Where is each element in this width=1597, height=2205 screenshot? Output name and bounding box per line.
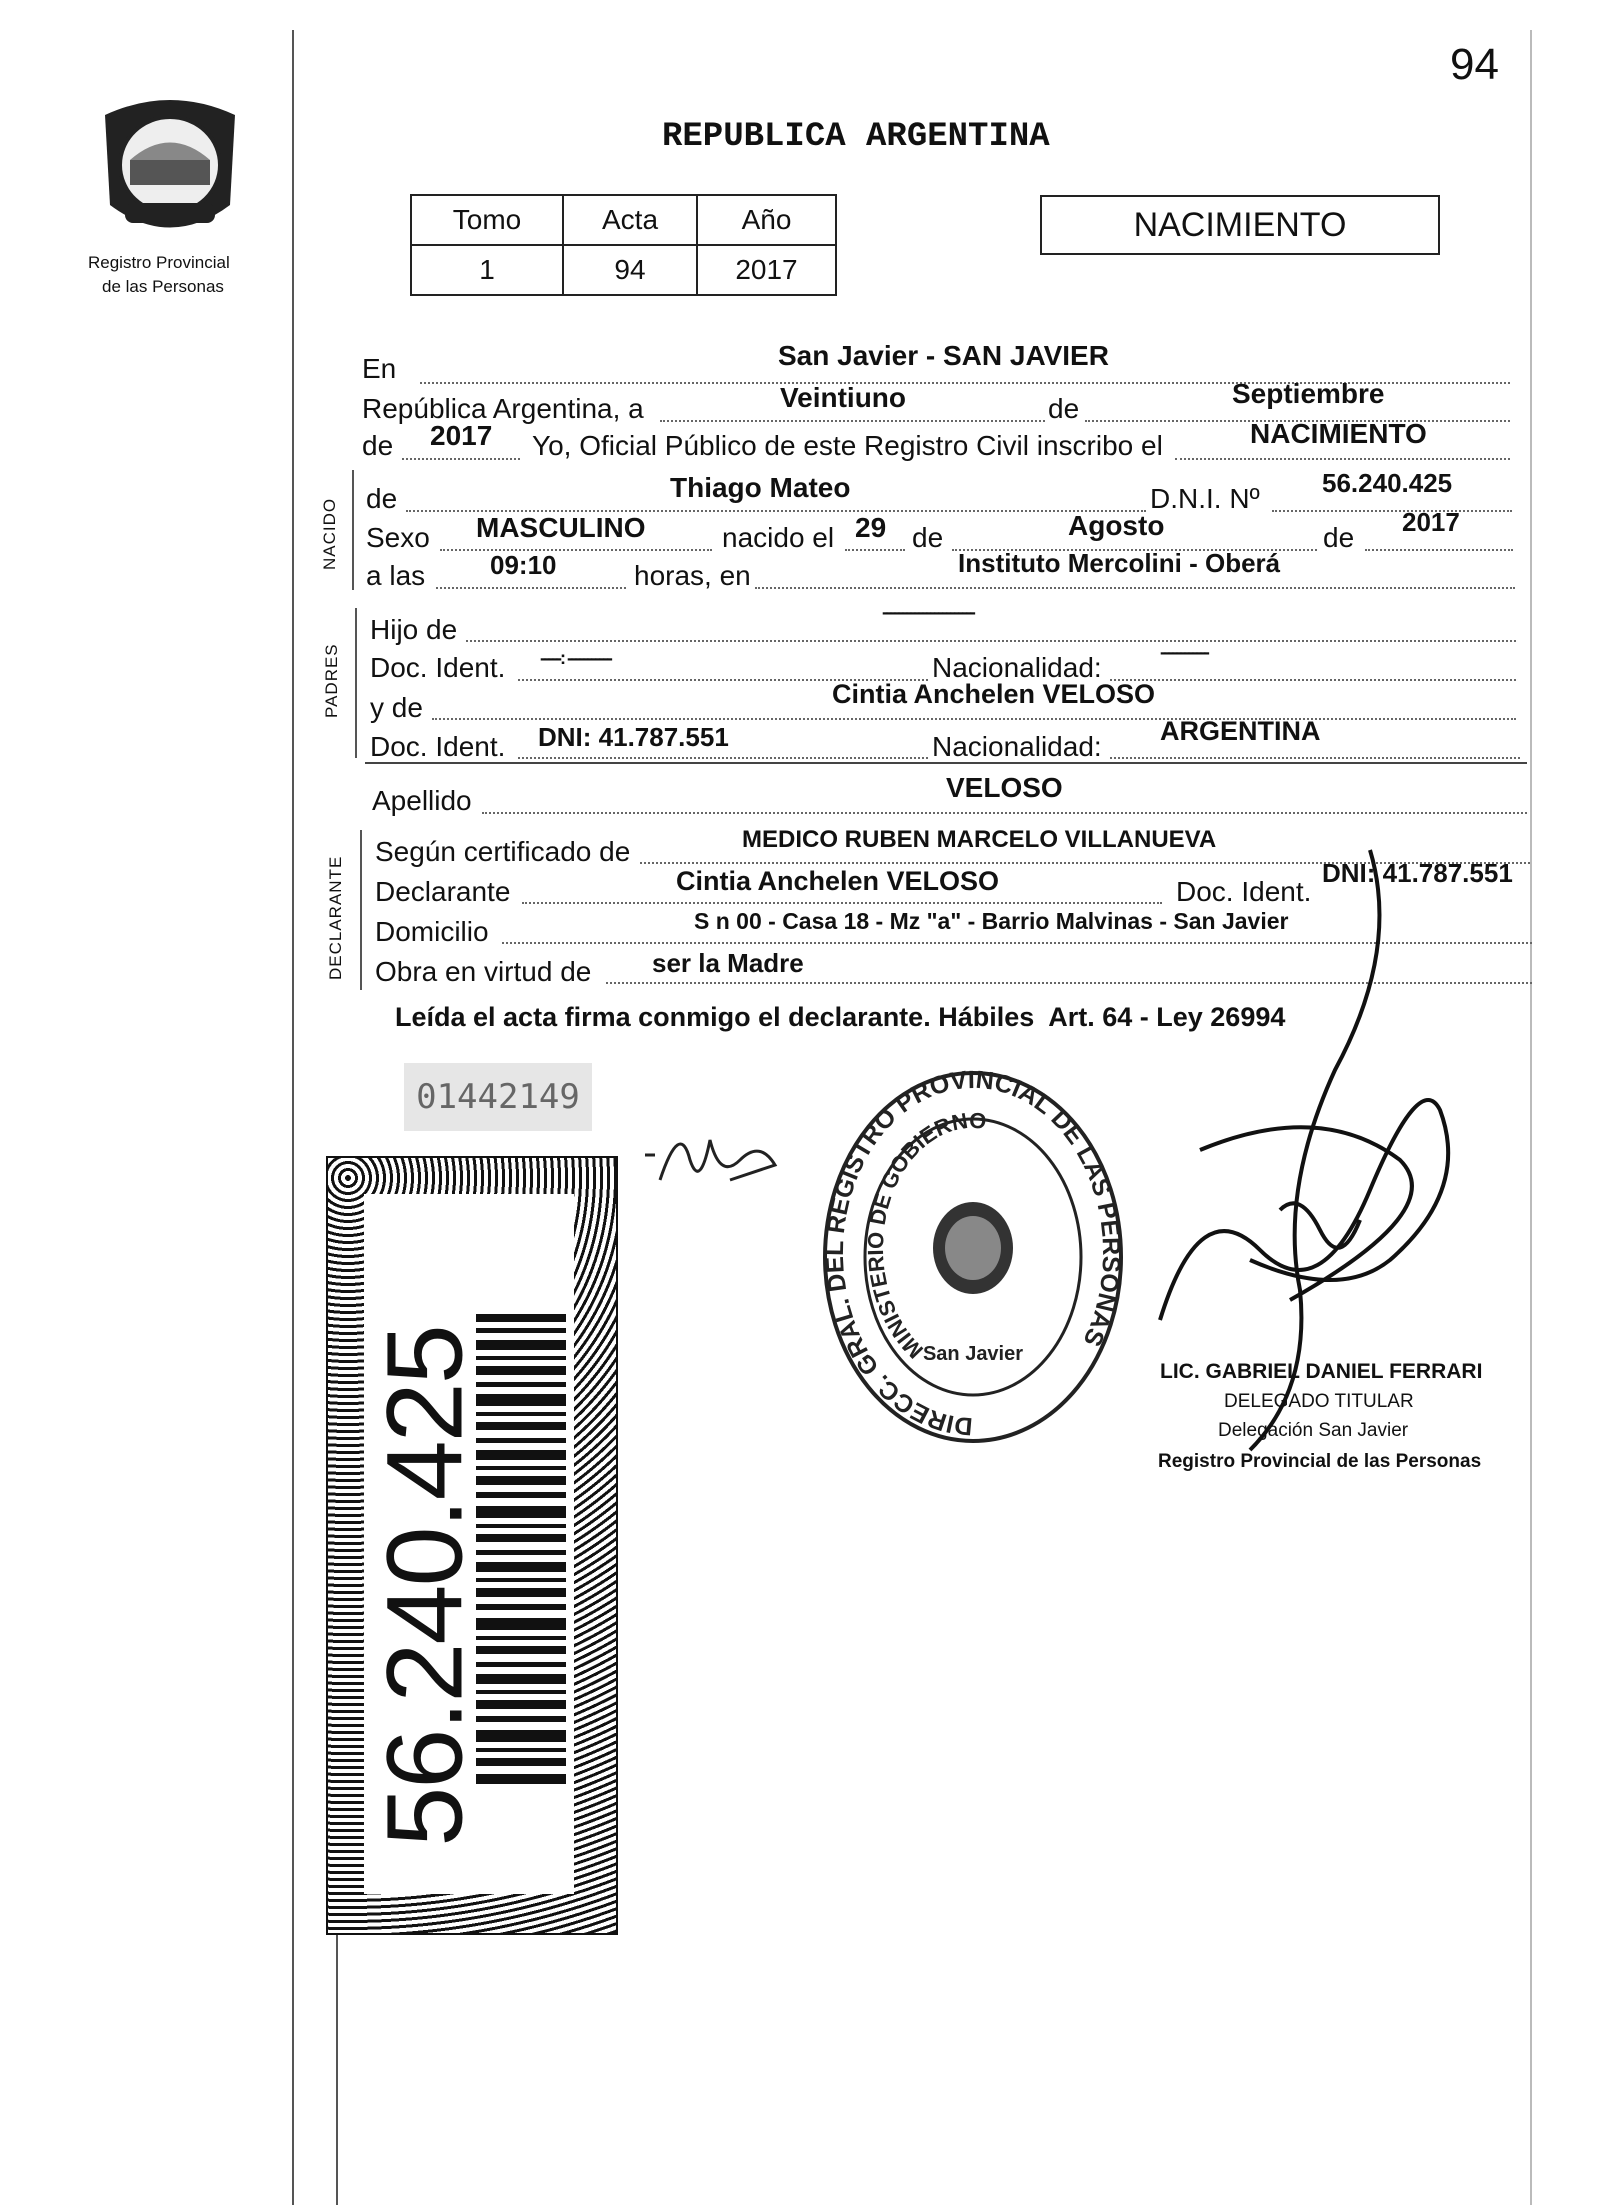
cert-label: Según certificado de — [375, 836, 631, 867]
act-type: NACIMIENTO — [1133, 206, 1347, 244]
dotline — [466, 640, 1516, 642]
serial-number: 01442149 — [416, 1077, 580, 1117]
dni-label: D.N.I. Nº — [1150, 483, 1260, 514]
table-header-tomo: Tomo — [411, 195, 563, 245]
dotline — [402, 458, 520, 460]
initials-signature — [640, 1120, 790, 1220]
dotline — [1272, 510, 1512, 512]
month-value: Septiembre — [1232, 378, 1385, 409]
child-dni: 56.240.425 — [1322, 468, 1453, 498]
barcode-icon — [476, 1314, 566, 1794]
de-label-4: de — [1323, 522, 1355, 553]
nacido-el-label: nacido el — [722, 522, 835, 553]
birth-place: Instituto Mercolini - Oberá — [958, 548, 1281, 578]
de-label-3: de — [912, 522, 944, 553]
sexo-label: Sexo — [366, 522, 430, 553]
dotline — [518, 757, 928, 759]
signatory-name: LIC. GABRIEL DANIEL FERRARI — [1160, 1360, 1483, 1383]
dotline — [522, 902, 1162, 904]
doc-label-3: Doc. Ident. — [1176, 876, 1312, 907]
year-value: 2017 — [430, 420, 493, 451]
section-padres: PADRES — [322, 643, 341, 718]
cert-value: MEDICO RUBEN MARCELO VILLANUEVA — [742, 826, 1217, 853]
signatory-office: Delegación San Javier — [1218, 1420, 1409, 1441]
province-shield-icon — [95, 85, 245, 245]
doc-label: Doc. Ident. — [370, 652, 506, 683]
en-label: En — [362, 353, 397, 384]
dotline — [436, 587, 626, 589]
signatory-registry: Registro Provincial de las Personas — [1158, 1451, 1482, 1472]
place-value: San Javier - SAN JAVIER — [778, 340, 1109, 371]
left-margin-line — [292, 30, 294, 2205]
dotline — [660, 420, 1045, 422]
serial-stamp — [404, 1063, 592, 1131]
official-seal — [822, 1068, 1124, 1446]
father-nat: ------------ — [1160, 642, 1208, 662]
nacionalidad-label-2: Nacionalidad: — [932, 731, 1102, 762]
logo-caption-2: de las Personas — [102, 277, 224, 296]
domicilio-label: Domicilio — [375, 916, 489, 947]
dotline — [432, 718, 1516, 720]
y-de-label: y de — [370, 692, 423, 723]
section-declarante: DECLARANTE — [326, 855, 345, 980]
dotline — [1175, 458, 1510, 460]
seal-outer-text: DIRECC. GRAL. DEL REGISTRO PROVINCIAL DE LAS PERSONAS — [822, 1068, 1124, 1441]
section-nacido: NACIDO — [320, 497, 339, 570]
nacionalidad-label: Nacionalidad: — [932, 652, 1102, 683]
act-type-box — [1040, 195, 1440, 255]
signatory-title: DELEGADO TITULAR — [1224, 1391, 1414, 1412]
right-edge-line — [1530, 30, 1532, 2205]
seal-icon — [822, 1068, 1124, 1446]
horas-label: horas, en — [634, 560, 751, 591]
a-las-label: a las — [366, 560, 426, 591]
table-header-acta: Acta — [563, 195, 697, 245]
apellido-label: Apellido — [372, 785, 472, 816]
officer-text: Yo, Oficial Público de este Registro Civil inscribo el — [532, 430, 1163, 461]
birth-year: 2017 — [1402, 507, 1460, 537]
seal-inner-text: MINISTERIO DE GOBIERNO — [862, 1107, 988, 1364]
table-value-ano: 2017 — [697, 245, 836, 295]
child-name: Thiago Mateo — [670, 472, 851, 503]
birth-month: Agosto — [1068, 510, 1165, 541]
barcode-strip — [326, 1156, 618, 1935]
declarante-doc: DNI: 41.787.551 — [1322, 858, 1513, 888]
dotline — [1365, 549, 1513, 551]
register-table — [410, 194, 837, 296]
obra-value: ser la Madre — [652, 948, 804, 978]
dotline — [1110, 679, 1516, 681]
barcode-number: 56.240.425 — [363, 1326, 485, 1847]
section-divider — [360, 830, 362, 990]
dotline — [755, 587, 1515, 589]
dotline — [1110, 757, 1520, 759]
mother-name: Cintia Anchelen VELOSO — [832, 679, 1156, 709]
day-words: Veintiuno — [780, 382, 906, 413]
seal-bottom-text: San Javier — [922, 1343, 1024, 1365]
father-name: ----------------------- — [882, 602, 974, 622]
declarante-label: Declarante — [375, 876, 511, 907]
table-value-tomo: 1 — [411, 245, 563, 295]
barcode-label-area — [364, 1194, 574, 1894]
sexo-value: MASCULINO — [476, 512, 646, 543]
section-separator — [365, 762, 1527, 764]
section-divider — [355, 608, 357, 758]
mother-doc: DNI: 41.787.551 — [538, 722, 729, 752]
page-number: 94 — [1450, 40, 1499, 89]
doc-label-2: Doc. Ident. — [370, 731, 506, 762]
mother-nat: ARGENTINA — [1160, 716, 1321, 746]
obra-label: Obra en virtud de — [375, 956, 592, 987]
birth-day: 29 — [855, 512, 887, 543]
birth-time: 09:10 — [490, 550, 557, 580]
hijo-label: Hijo de — [370, 614, 458, 645]
table-value-acta: 94 — [563, 245, 697, 295]
table-header-ano: Año — [697, 195, 836, 245]
domicilio-value: S n 00 - Casa 18 - Mz "a" - Barrio Malvinas - San Javier — [694, 908, 1289, 934]
apellido-value: VELOSO — [946, 772, 1063, 803]
province-logo — [95, 85, 245, 245]
republic-label: República Argentina, a — [362, 393, 644, 424]
de-label-2: de — [362, 430, 394, 461]
declarante-value: Cintia Anchelen VELOSO — [676, 866, 1000, 896]
dotline — [440, 549, 712, 551]
country-title: REPUBLICA ARGENTINA — [662, 118, 1050, 156]
logo-caption-1: Registro Provincial — [88, 253, 230, 272]
closing-statement: Leída el acta firma conmigo el declarante. Hábiles Art. 64 - Ley 26994 — [395, 1002, 1286, 1032]
registered-type: NACIMIENTO — [1250, 418, 1427, 449]
father-doc: -----: ----------- — [540, 648, 611, 668]
dotline — [482, 812, 1527, 814]
de-label: de — [1048, 393, 1080, 424]
section-divider — [352, 470, 354, 590]
nacido-de-label: de — [366, 483, 398, 514]
dotline — [845, 549, 905, 551]
